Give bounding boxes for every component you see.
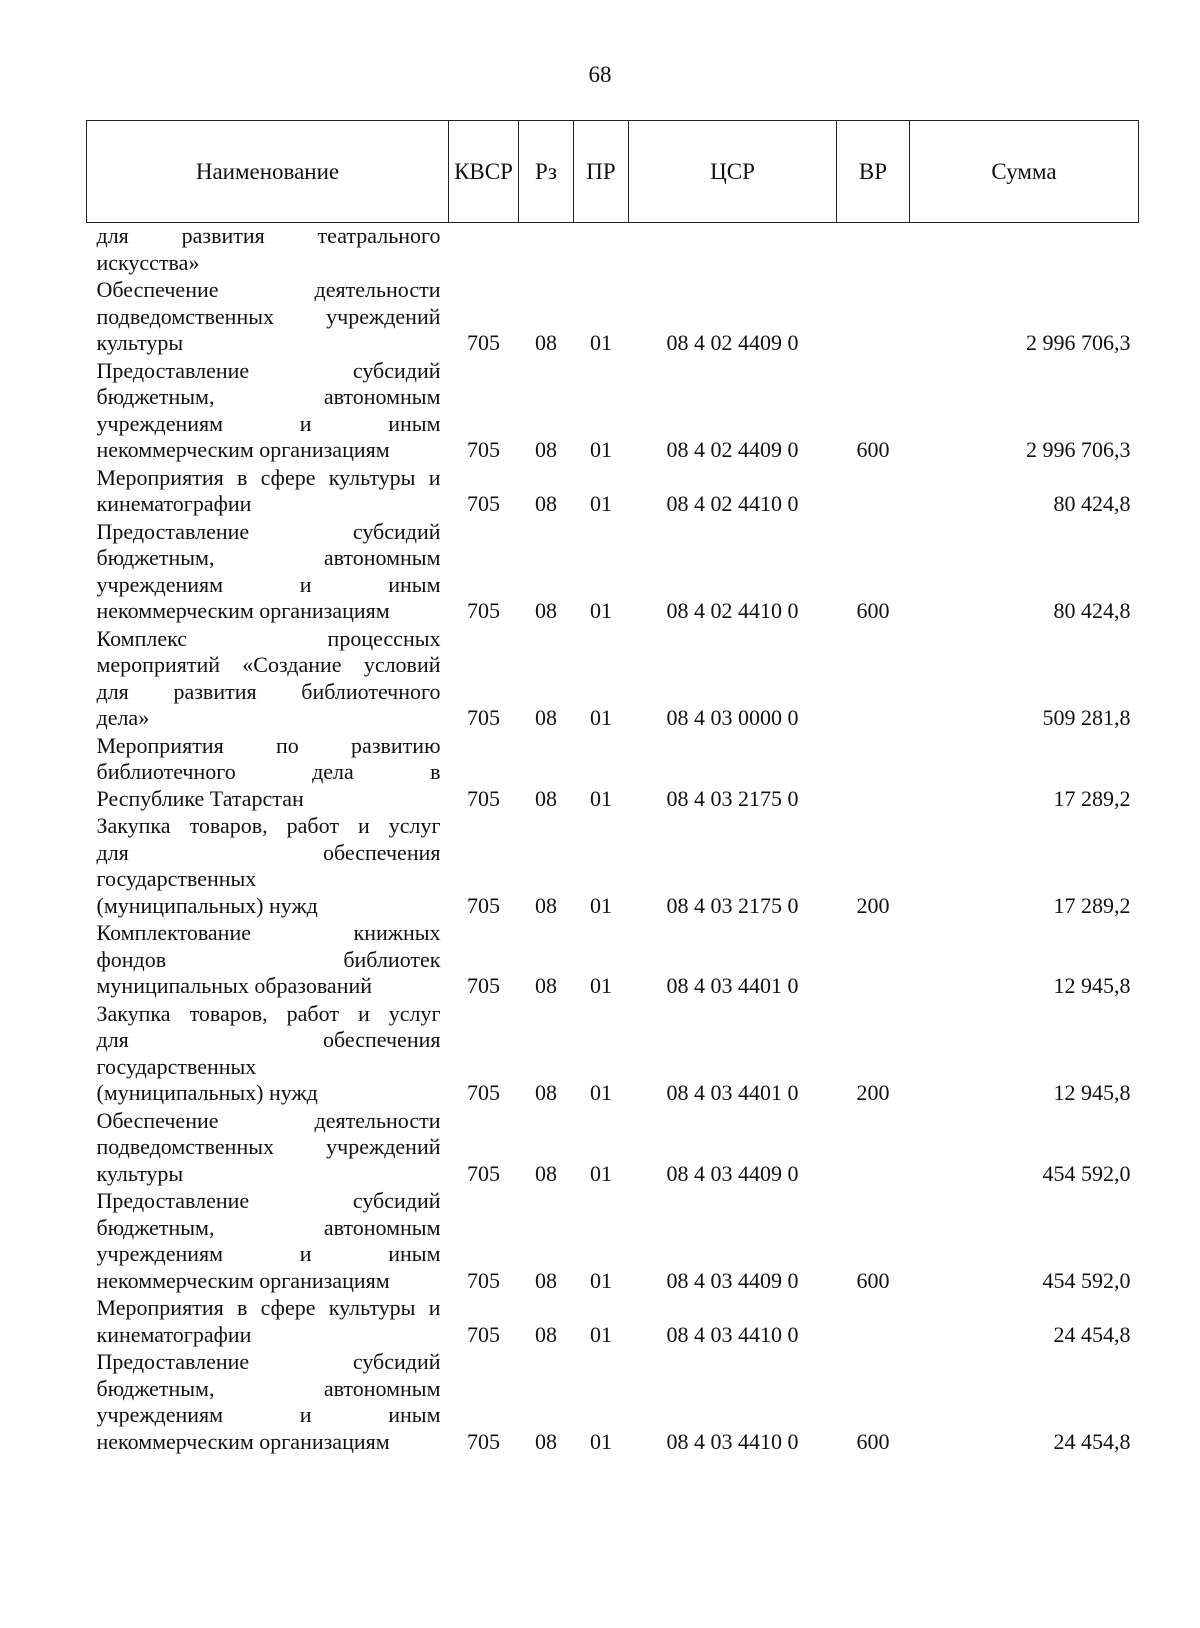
cell-csr: 08 4 03 2175 0 bbox=[666, 892, 799, 918]
cell-pr: 01 bbox=[590, 330, 612, 355]
cell-rz: 08 bbox=[535, 1160, 557, 1186]
cell-vr bbox=[837, 465, 910, 519]
cell-rz: 08 bbox=[535, 491, 557, 516]
cell-pr: 01 bbox=[590, 785, 612, 811]
cell-name-line: государственных bbox=[96, 1053, 257, 1079]
cell-pr: 01 bbox=[590, 1428, 612, 1454]
cell-csr: 08 4 03 4410 0 bbox=[666, 1428, 799, 1454]
cell-name-line: некоммерческим организациям bbox=[96, 437, 390, 462]
cell-name-line: фондов библиотек bbox=[96, 946, 441, 972]
cell-rz: 08 bbox=[535, 1080, 557, 1105]
cell-sum: 17 289,2 bbox=[1053, 892, 1131, 918]
cell-kvsr: 705 bbox=[467, 491, 500, 516]
cell-rz bbox=[519, 223, 574, 278]
cell-name-line: Предоставление субсидий bbox=[96, 357, 441, 383]
cell-csr: 08 4 03 4401 0 bbox=[666, 973, 799, 998]
cell-rz: 08 bbox=[535, 1428, 557, 1454]
cell-pr: 01 bbox=[590, 437, 612, 462]
cell-name-line: дела» bbox=[96, 705, 150, 730]
cell-csr: 08 4 02 4410 0 bbox=[666, 491, 799, 516]
cell-name-line: учреждениям и иным bbox=[96, 410, 441, 436]
cell-vr bbox=[837, 626, 910, 733]
table-row bbox=[87, 465, 1139, 519]
cell-sum: 12 945,8 bbox=[1053, 1080, 1131, 1105]
cell-name-line: некоммерческим организациям bbox=[96, 598, 390, 623]
cell-name bbox=[87, 1295, 449, 1349]
cell-sum: 454 592,0 bbox=[1042, 1267, 1131, 1293]
cell-name-line: Предоставление субсидий bbox=[96, 1188, 441, 1213]
cell-name bbox=[87, 813, 449, 920]
cell-pr: 01 bbox=[590, 892, 612, 918]
cell-name-line: Предоставление субсидий bbox=[96, 1349, 441, 1374]
cell-name-line: Обеспечение деятельности bbox=[96, 277, 441, 302]
cell-csr bbox=[629, 223, 837, 278]
cell-name bbox=[87, 1001, 449, 1108]
cell-csr: 08 4 03 4409 0 bbox=[666, 1267, 799, 1293]
cell-name-line: бюджетным, автономным bbox=[96, 1214, 441, 1240]
cell-name-line: учреждениям и иным bbox=[96, 1241, 441, 1266]
header-pr: ПР bbox=[574, 121, 629, 223]
header-sum: Сумма bbox=[910, 121, 1139, 223]
cell-sum: 2 996 706,3 bbox=[1026, 437, 1131, 462]
cell-vr bbox=[837, 733, 910, 814]
cell-name bbox=[87, 733, 449, 814]
cell-name-line: Комплекс процессных bbox=[96, 625, 441, 651]
cell-kvsr: 705 bbox=[467, 785, 500, 811]
cell-csr: 08 4 03 4410 0 bbox=[666, 1321, 799, 1347]
cell-kvsr: 705 bbox=[467, 892, 500, 918]
cell-name-line: подведомственных учреждений bbox=[96, 303, 441, 329]
table-row bbox=[87, 358, 1139, 465]
cell-vr: 600 bbox=[856, 1267, 890, 1293]
table-row bbox=[87, 277, 1139, 358]
cell-name bbox=[87, 223, 449, 278]
cell-kvsr: 705 bbox=[467, 705, 500, 730]
cell-name-line: Мероприятия в сфере культуры и bbox=[96, 464, 441, 490]
cell-csr: 08 4 03 4409 0 bbox=[666, 1160, 799, 1186]
cell-name-line: бюджетным, автономным bbox=[96, 545, 441, 570]
cell-pr: 01 bbox=[590, 1080, 612, 1105]
table-row bbox=[87, 920, 1139, 1001]
cell-name bbox=[87, 465, 449, 519]
cell-pr: 01 bbox=[590, 705, 612, 730]
cell-vr: 600 bbox=[856, 1428, 890, 1454]
cell-name-line: культуры bbox=[96, 330, 184, 355]
cell-name-line: Республике Татарстан bbox=[96, 785, 304, 811]
cell-name bbox=[87, 519, 449, 626]
cell-sum: 80 424,8 bbox=[1053, 491, 1131, 516]
cell-name-line: кинематографии bbox=[96, 491, 252, 516]
cell-name-line: (муниципальных) нужд bbox=[96, 1080, 318, 1105]
cell-rz: 08 bbox=[535, 598, 557, 623]
cell-vr: 200 bbox=[856, 892, 890, 918]
header-rz: Рз bbox=[519, 121, 574, 223]
cell-name-line: учреждениям и иным bbox=[96, 571, 441, 597]
cell-rz: 08 bbox=[535, 705, 557, 730]
cell-vr: 200 bbox=[856, 1080, 890, 1105]
cell-kvsr: 705 bbox=[467, 973, 500, 998]
cell-pr: 01 bbox=[590, 1160, 612, 1186]
cell-csr: 08 4 02 4409 0 bbox=[666, 437, 799, 462]
cell-name-line: (муниципальных) нужд bbox=[96, 892, 318, 918]
header-kvsr: КВСР bbox=[449, 121, 519, 223]
header-name: Наименование bbox=[87, 121, 449, 223]
cell-name bbox=[87, 277, 449, 358]
table-row bbox=[87, 1295, 1139, 1349]
header-csr: ЦСР bbox=[629, 121, 837, 223]
cell-kvsr: 705 bbox=[467, 437, 500, 462]
cell-kvsr bbox=[449, 223, 519, 278]
cell-name-line: Мероприятия по развитию bbox=[96, 732, 441, 758]
cell-vr: 600 bbox=[856, 437, 890, 462]
cell-name-line: для развития театрального bbox=[96, 223, 441, 248]
table-row bbox=[87, 813, 1139, 920]
table-row bbox=[87, 626, 1139, 733]
cell-name-line: Мероприятия в сфере культуры и bbox=[96, 1295, 441, 1320]
cell-name-line: бюджетным, автономным bbox=[96, 1375, 441, 1401]
cell-csr: 08 4 02 4409 0 bbox=[666, 330, 799, 355]
table-row bbox=[87, 223, 1139, 278]
cell-pr: 01 bbox=[590, 1267, 612, 1293]
cell-name bbox=[87, 626, 449, 733]
cell-name-line: для развития библиотечного bbox=[96, 678, 441, 704]
cell-name-line: Обеспечение деятельности bbox=[96, 1107, 441, 1133]
cell-pr: 01 bbox=[590, 598, 612, 623]
cell-sum: 454 592,0 bbox=[1042, 1160, 1131, 1186]
cell-name-line: искусства» bbox=[96, 249, 200, 275]
cell-csr: 08 4 03 2175 0 bbox=[666, 785, 799, 811]
cell-sum: 2 996 706,3 bbox=[1026, 330, 1131, 355]
cell-name-line: подведомственных учреждений bbox=[96, 1134, 441, 1159]
cell-kvsr: 705 bbox=[467, 598, 500, 623]
cell-rz: 08 bbox=[535, 1267, 557, 1293]
cell-kvsr: 705 bbox=[467, 1160, 500, 1186]
cell-vr bbox=[837, 920, 910, 1001]
cell-rz: 08 bbox=[535, 330, 557, 355]
cell-name-line: культуры bbox=[96, 1160, 184, 1186]
cell-vr bbox=[837, 223, 910, 278]
cell-name bbox=[87, 1108, 449, 1189]
cell-sum: 24 454,8 bbox=[1053, 1428, 1131, 1454]
cell-csr: 08 4 03 4401 0 bbox=[666, 1080, 799, 1105]
cell-name-line: учреждениям и иным bbox=[96, 1402, 441, 1427]
cell-sum bbox=[910, 223, 1139, 278]
cell-csr: 08 4 03 0000 0 bbox=[666, 705, 799, 730]
cell-vr bbox=[837, 1295, 910, 1349]
table-row bbox=[87, 1349, 1139, 1456]
cell-vr bbox=[837, 1108, 910, 1189]
cell-vr: 600 bbox=[856, 598, 890, 623]
table-row bbox=[87, 1108, 1139, 1189]
cell-pr bbox=[574, 223, 629, 278]
table-header-row bbox=[87, 121, 1139, 223]
cell-name-line: Закупка товаров, работ и услуг bbox=[96, 1000, 441, 1026]
cell-kvsr: 705 bbox=[467, 1267, 500, 1293]
cell-name-line: государственных bbox=[96, 866, 257, 891]
cell-name bbox=[87, 1349, 449, 1456]
cell-name-line: бюджетным, автономным bbox=[96, 384, 441, 409]
cell-name-line: Закупка товаров, работ и услуг bbox=[96, 813, 441, 838]
cell-rz: 08 bbox=[535, 892, 557, 918]
cell-name-line: некоммерческим организациям bbox=[96, 1267, 390, 1293]
cell-kvsr: 705 bbox=[467, 1080, 500, 1105]
cell-rz: 08 bbox=[535, 785, 557, 811]
cell-name-line: Предоставление субсидий bbox=[96, 518, 441, 544]
cell-name-line: Комплектование книжных bbox=[96, 920, 441, 945]
cell-sum: 17 289,2 bbox=[1053, 785, 1131, 811]
cell-name bbox=[87, 920, 449, 1001]
cell-vr bbox=[837, 277, 910, 358]
cell-name bbox=[87, 1188, 449, 1295]
cell-sum: 80 424,8 bbox=[1053, 598, 1131, 623]
page-number: 68 bbox=[588, 62, 612, 87]
table-row bbox=[87, 733, 1139, 814]
cell-sum: 12 945,8 bbox=[1053, 973, 1131, 998]
cell-name-line: некоммерческим организациям bbox=[96, 1428, 390, 1454]
budget-table bbox=[86, 120, 1139, 1456]
cell-pr: 01 bbox=[590, 491, 612, 516]
cell-kvsr: 705 bbox=[467, 330, 500, 355]
cell-rz: 08 bbox=[535, 437, 557, 462]
cell-name-line: кинематографии bbox=[96, 1321, 252, 1347]
cell-csr: 08 4 02 4410 0 bbox=[666, 598, 799, 623]
cell-name-line: для обеспечения bbox=[96, 839, 441, 865]
cell-name-line: муниципальных образований bbox=[96, 973, 373, 998]
table-row bbox=[87, 1188, 1139, 1295]
cell-name-line: мероприятий «Создание условий bbox=[96, 652, 441, 677]
cell-name-line: для обеспечения bbox=[96, 1027, 441, 1052]
table-row bbox=[87, 519, 1139, 626]
cell-sum: 509 281,8 bbox=[1042, 705, 1131, 730]
cell-kvsr: 705 bbox=[467, 1428, 500, 1454]
cell-rz: 08 bbox=[535, 1321, 557, 1347]
cell-kvsr: 705 bbox=[467, 1321, 500, 1347]
table-row bbox=[87, 1001, 1139, 1108]
cell-sum: 24 454,8 bbox=[1053, 1321, 1131, 1347]
cell-name-line: библиотечного дела в bbox=[96, 759, 441, 784]
cell-pr: 01 bbox=[590, 973, 612, 998]
cell-rz: 08 bbox=[535, 973, 557, 998]
table-body bbox=[87, 223, 1139, 1457]
cell-name bbox=[87, 358, 449, 465]
header-vr: ВР bbox=[837, 121, 910, 223]
cell-pr: 01 bbox=[590, 1321, 612, 1347]
